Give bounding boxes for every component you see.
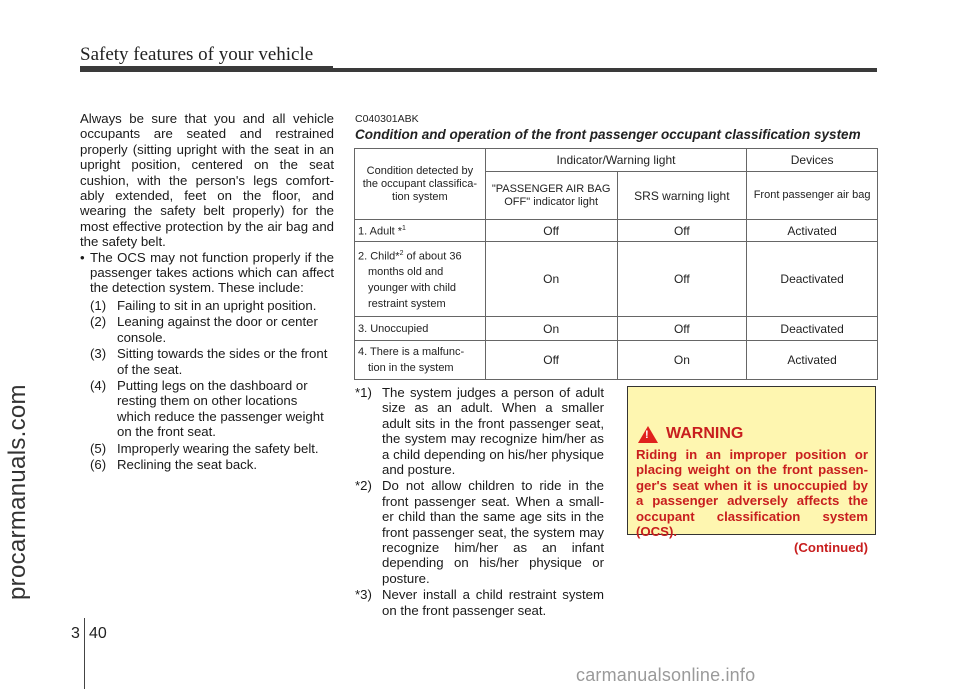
warning-header — [638, 425, 743, 443]
row-label: 1. Adult *$^1$ — [355, 220, 486, 242]
table-row — [355, 341, 878, 380]
indicator-header: Indicator/Warning light — [485, 149, 746, 172]
srs-header: SRS warning light — [617, 172, 747, 220]
list-item: (2) Leaning against the door or center console. — [90, 314, 318, 345]
watermark-text: procarmanuals.com — [4, 384, 31, 600]
cell-device: Activated — [747, 220, 878, 242]
footnotes — [355, 385, 604, 619]
list-item: (5) Improperly wearing the safety belt. — [90, 440, 319, 456]
bullet-dot-icon: • — [80, 249, 85, 265]
ocs-bullet — [80, 250, 334, 296]
cell-device: Deactivated — [747, 317, 878, 341]
cell-indicator: Off — [485, 220, 617, 242]
cell-srs: Off — [617, 242, 747, 317]
table-row — [355, 242, 878, 317]
row-label: 4. There is a malfunc- tion in the system — [355, 341, 486, 380]
devices-header: Devices — [747, 149, 878, 172]
warning-continued: (Continued) — [794, 540, 868, 556]
warning-triangle-icon: ! — [638, 426, 658, 443]
footer-watermark: carmanualsonline.info — [576, 665, 756, 685]
page-number: 40 — [89, 625, 107, 642]
ocs-action-list — [90, 298, 334, 472]
list-item: (1) Failing to sit in an upright position. — [90, 297, 317, 313]
warning-body: Riding in an improper position or placing weight on the front passen- ger's seat when it is unoccupied by a passenger adversely affects the occupant classification system (OCS). (Continued) — [636, 447, 868, 556]
condition-header: Condition detected by the occupant classifica- tion system — [355, 149, 486, 220]
row-label: 2. Child*$^2$ of about 36 months old and younger with child restraint system — [355, 242, 486, 317]
cell-srs: Off — [617, 220, 747, 242]
warning-title: WARNING — [666, 425, 744, 442]
list-item: (4) Putting legs on the dashboard or resting them on other locations which reduce the passenger weight on the front seat. — [90, 377, 324, 440]
ocs-bullet-text: The OCS may not function properly if the passenger takes actions which can affect the detection system. These include: — [90, 249, 334, 296]
cell-indicator: Off — [485, 341, 617, 380]
cell-srs: On — [617, 341, 747, 380]
cell-device: Deactivated — [747, 242, 878, 317]
ocs-table — [354, 148, 878, 380]
list-item: (3) Sitting towards the sides or the front of the seat. — [90, 346, 328, 377]
warning-box — [627, 386, 876, 556]
row-label: 3. Unoccupied — [355, 317, 486, 341]
cell-device: Activated — [747, 341, 878, 380]
section-title: Condition and operation of the front passenger occupant classification system — [355, 127, 861, 142]
cell-srs: Off — [617, 317, 747, 341]
front-airbag-header: Front passenger air bag — [747, 172, 878, 220]
footnote: *3) Never install a child restraint system on the front passenger seat. — [355, 587, 604, 618]
table-row — [355, 220, 878, 242]
passenger-airbag-header: "PASSENGER AIR BAG OFF" indicator light — [485, 172, 617, 220]
footnote: *1) The system judges a person of adult size as an adult. When a smaller adult sits in the front passenger seat, the system may recognize him/her as a child depending on his/her physique and posture. — [355, 385, 604, 478]
cell-indicator: On — [485, 242, 617, 317]
list-item: (6) Reclining the seat back. — [90, 456, 258, 472]
cell-indicator: On — [485, 317, 617, 341]
left-column — [80, 111, 334, 473]
footnote: *2) Do not allow children to ride in the front passenger seat. When a small- er child than the same age sits in the front passenger seat, the system may recognize him/her as an infant depending on his/her physique or posture. — [355, 478, 604, 586]
table-row — [355, 317, 878, 341]
section-code: C040301ABK — [355, 113, 419, 125]
intro-paragraph: Always be sure that you and all vehicle occupants are seated and restrained properly (sitting upright with the seat in an upright position, centered on the seat cushion, with the person's legs comfort- ably extended, feet on the floor, and wearing the safety belt properly) for the most effective protection by the air bag and the safety belt. — [80, 111, 334, 250]
chapter-number: 3 — [71, 625, 80, 642]
page-number-divider — [84, 618, 85, 689]
header-rule-accent — [80, 66, 333, 72]
page-header-title: Safety features of your vehicle — [80, 44, 314, 65]
